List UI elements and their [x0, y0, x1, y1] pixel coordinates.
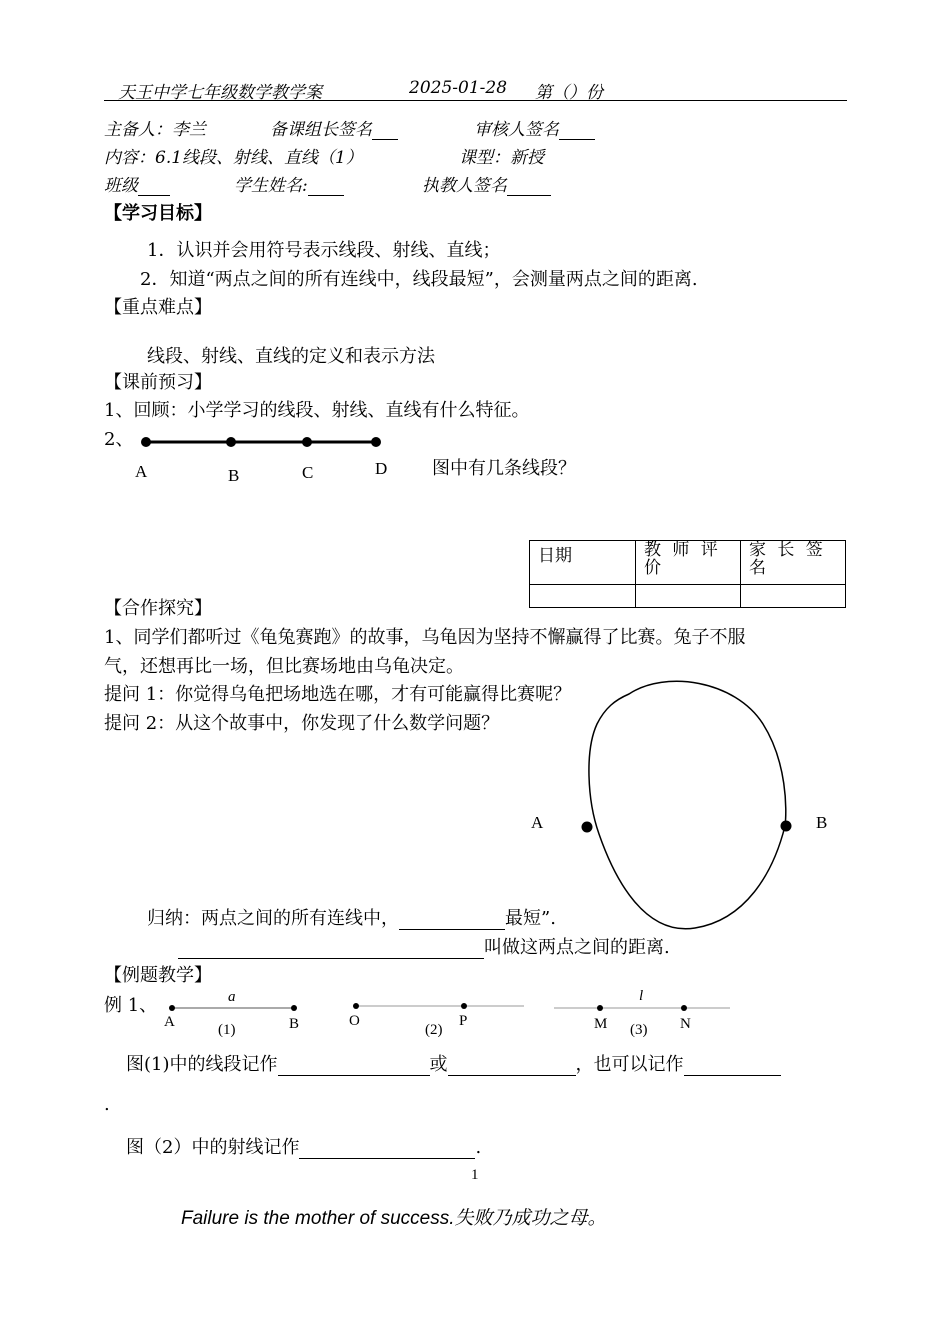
fill-blank-3[interactable] — [684, 1057, 781, 1076]
key-points-heading: 【重点难点】 — [104, 297, 212, 318]
signature-table — [529, 540, 846, 608]
fig1-label-b: B — [289, 1016, 300, 1032]
label-d: D — [375, 459, 388, 478]
page-number: 1 — [471, 1167, 479, 1183]
field-label-a: A — [531, 813, 544, 832]
point-d-dot — [371, 437, 381, 447]
point-a-dot — [141, 437, 151, 447]
fig2-label-o: O — [349, 1013, 360, 1029]
question-1: 提问 1：你觉得乌龟把场地选在哪，才有可能赢得比赛呢？ — [104, 684, 572, 705]
point-b-dot — [226, 437, 236, 447]
coop-text-line-1: 1、同学们都听过《龟兔赛跑》的故事，乌龟因为坚持不懈赢得了比赛。兔子不服 — [104, 627, 746, 648]
fig1-letter: a — [228, 989, 236, 1005]
point-b-dot — [781, 821, 792, 832]
fig1-number: (1) — [218, 1022, 236, 1038]
lesson-type: 课型：新授 — [459, 148, 544, 168]
goals-heading: 【学习目标】 — [104, 203, 212, 224]
question-2: 提问 2：从这个故事中，你发现了什么数学问题？ — [104, 713, 500, 734]
fig3-label-n: N — [680, 1016, 691, 1032]
fill-blank-1[interactable] — [278, 1057, 430, 1076]
fig1-point-a — [169, 1005, 175, 1011]
summary-blank[interactable] — [399, 911, 505, 930]
table-header-teacher-eval: 教 师 评 价 — [636, 541, 741, 585]
point-a-dot — [582, 822, 593, 833]
point-c-dot — [302, 437, 312, 447]
coop-text-line-2: 气，还想再比一场，但比赛场地由乌龟决定。 — [104, 656, 464, 677]
field-label-b: B — [816, 813, 828, 832]
goal-2: 2．知道“两点之间的所有连线中，线段最短”，会测量两点之间的距离. — [140, 269, 698, 290]
segment-figure — [130, 430, 390, 490]
table-cell-date[interactable] — [530, 585, 636, 608]
race-field-figure — [575, 660, 815, 932]
example-label: 例 1、 — [104, 995, 158, 1016]
distance-line: 叫做这两点之间的距离. — [178, 933, 670, 959]
table-header-parent-sign: 家 长 签 名 — [741, 541, 846, 585]
group-leader-sign: 备课组长签名 — [270, 115, 398, 140]
preview-heading: 【课前预习】 — [104, 372, 212, 393]
summary-line: 归纳：两点之间的所有连线中， 最短”. — [147, 908, 556, 929]
fill-blank-2[interactable] — [448, 1057, 576, 1076]
reviewer-sign: 审核人签名 — [474, 115, 595, 140]
header-date: 2025-01-28 — [409, 78, 508, 98]
fill-blank-4[interactable] — [299, 1140, 475, 1159]
goal-1: 1．认识并会用符号表示线段、射线、直线； — [147, 240, 501, 261]
fig2-point-o — [353, 1003, 359, 1009]
class-field: 班级 — [104, 171, 170, 196]
label-b: B — [228, 466, 240, 485]
distance-blank[interactable] — [178, 940, 484, 959]
preparer: 主备人：李兰 — [104, 120, 206, 140]
fill-line-1: 图(1)中的线段记作 或 ，也可以记作 — [126, 1050, 781, 1076]
table-header-date: 日期 — [530, 541, 636, 585]
copy-number: 第（）份 — [535, 83, 603, 103]
fig3-letter: l — [639, 988, 644, 1004]
fig1-point-b — [291, 1005, 297, 1011]
fill-line-2: 图（2）中的射线记作 . — [126, 1137, 482, 1158]
table-cell-teacher-eval[interactable] — [636, 585, 741, 608]
coop-heading: 【合作探究】 — [104, 598, 212, 619]
fig3-point-m — [597, 1005, 603, 1011]
fill-line-1-end: . — [104, 1094, 110, 1115]
student-name-field: 学生姓名: — [234, 171, 344, 196]
fig3-label-m: M — [594, 1016, 608, 1032]
fig3-number: (3) — [630, 1022, 648, 1038]
label-c: C — [302, 463, 314, 482]
footer-motto: Failure is the mother of success.失败乃成功之母。 — [181, 1208, 607, 1229]
fig2-point-p — [461, 1003, 467, 1009]
lesson-content: 内容：6.1线段、射线、直线（1） — [104, 148, 363, 168]
segment-question: 图中有几条线段？ — [432, 458, 576, 479]
preview-item-2-label: 2、 — [104, 429, 134, 450]
header-rule — [104, 100, 847, 101]
fig3-point-n — [681, 1005, 687, 1011]
school-title: 天王中学七年级数学教学案 — [118, 83, 322, 103]
fig1-label-a: A — [164, 1014, 175, 1030]
table-cell-parent-sign[interactable] — [741, 585, 846, 608]
example-heading: 【例题教学】 — [104, 965, 212, 986]
preview-item-1: 1、回顾：小学学习的线段、射线、直线有什么特征。 — [104, 400, 530, 421]
fig2-number: (2) — [425, 1022, 443, 1038]
fig2-label-p: P — [459, 1013, 468, 1029]
example-figures — [160, 998, 740, 1018]
label-a: A — [135, 462, 148, 481]
key-points-text: 线段、射线、直线的定义和表示方法 — [147, 346, 435, 367]
teacher-sign-field: 执教人签名 — [422, 171, 551, 196]
